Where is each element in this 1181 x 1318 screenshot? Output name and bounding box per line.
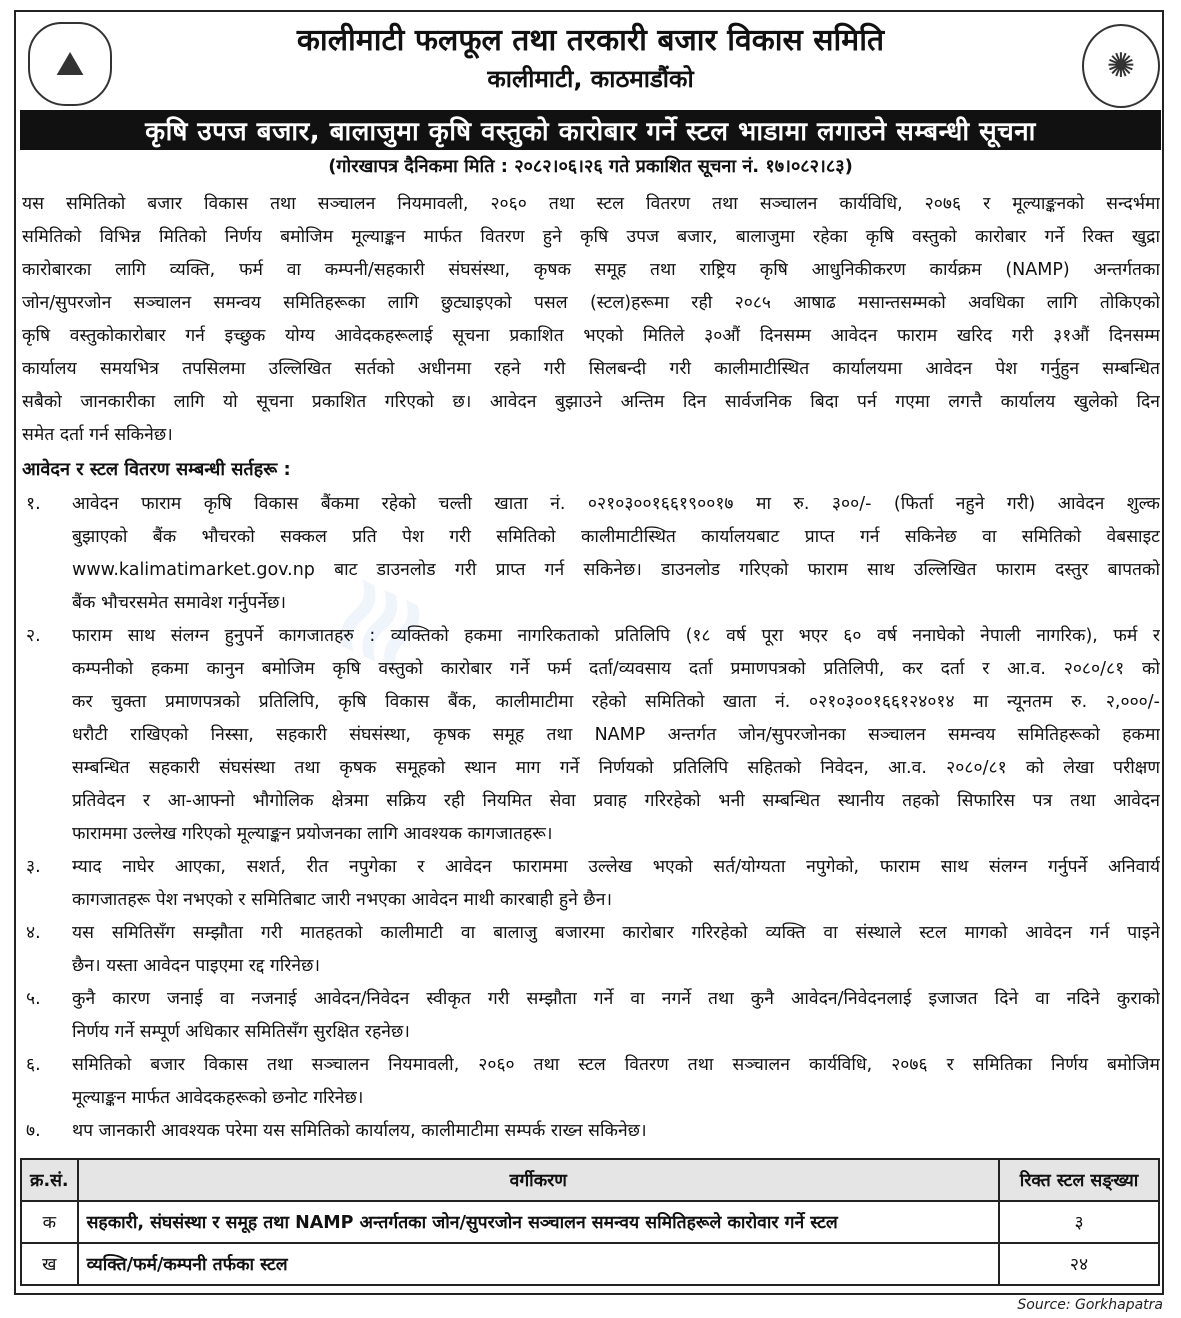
term-number: ४. bbox=[26, 923, 41, 943]
cell-count: २४ bbox=[999, 1243, 1159, 1285]
nepal-emblem-logo: ⛰ bbox=[28, 22, 112, 106]
term-item bbox=[22, 917, 1160, 983]
term-number: २. bbox=[26, 626, 41, 646]
text-line: कारोबारका लागि व्यक्ति, फर्म वा कम्पनी/सहकारी संघसंस्था, कृषक समूह तथा राष्ट्रिय कृषि आधुनिकीकरण कार्यक्रम (NAMP) अन्तर्गतका bbox=[22, 260, 1160, 280]
text-line: कागजातहरू पेश नभएको र समितिबाट जारी नभएका आवेदन माथी कारबाही हुने छैन। bbox=[72, 890, 613, 910]
term-item bbox=[22, 1049, 1160, 1115]
cell-category: सहकारी, संघसंस्था र समूह तथा NAMP अन्तर्गतका जोन/सुपरजोन सञ्चालन समन्वय समितिहरूले कारोवार गर्ने स्टल bbox=[78, 1201, 999, 1243]
text-line: फाराममा उल्लेख गरिएको मूल्याङ्कन प्रयोजनका लागि आवश्यक कागजातहरू। bbox=[72, 824, 553, 844]
table-row bbox=[21, 1243, 1159, 1285]
text-line: सम्बन्धित सहकारी संघसंस्था तथा कृषक समूहको स्थान माग गर्ने निर्णयको प्रतिलिपि सहितको निवेदन, आ.व. २०८०/८१ को लेखा परीक्षण bbox=[72, 758, 1160, 778]
text-line: समेत दर्ता गर्न सकिनेछ। bbox=[22, 425, 173, 445]
text-line: निर्णय गर्ने सम्पूर्ण अधिकार समितिसँग सुरक्षित रहनेछ। bbox=[72, 1022, 410, 1042]
org-location: कालीमाटी, काठमाडौंको bbox=[487, 65, 694, 93]
table-header-row bbox=[21, 1159, 1159, 1201]
term-number: ३. bbox=[26, 857, 41, 877]
col-category: वर्गीकरण bbox=[78, 1159, 999, 1201]
col-vacant-count: रिक्त स्टल सङ्ख्या bbox=[999, 1159, 1159, 1201]
terms-heading: आवेदन र स्टल वितरण सम्बन्धी सर्तहरू : bbox=[22, 459, 291, 480]
text-line: कम्पनीको हकमा कानुन बमोजिम कृषि वस्तुको कारोबार गर्ने फर्म दर्ता/व्यवसाय दर्ता प्रमाणपत्रको प्रतिलिपी, कर दर्ता र आ.व. २०८०/८१ को bbox=[72, 659, 1160, 679]
term-item bbox=[22, 851, 1160, 917]
text-line: कर चुक्ता प्रमाणपत्रको प्रतिलिपि, कृषि विकास बैंक, कालीमाटीमा रहेको समितिको खाता नं. ०२१०३००१६६१२४०१४ मा न्यूनतम रु. २,०००/- bbox=[72, 692, 1160, 712]
intro-paragraph bbox=[22, 188, 1160, 452]
notice-title: कृषि उपज बजार, बालाजुमा कृषि वस्तुको कारोबार गर्ने स्टल भाडामा लगाउने सम्बन्धी सूचना bbox=[20, 110, 1161, 150]
text-line: प्रतिवेदन र आ-आफ्नो भौगोलिक क्षेत्रमा सक्रिय रही नियमित सेवा प्रवाह गरिरहेको भनी सम्बन्धित स्थानीय तहको सिफारिस पत्र तथा आवेदन bbox=[72, 791, 1160, 811]
watermark: ≋ bbox=[298, 555, 454, 693]
term-item bbox=[22, 983, 1160, 1049]
committee-seal-logo: ✺ bbox=[1082, 24, 1160, 108]
text-line: कार्यालय समयभित्र तपसिलमा उल्लिखित सर्तको अधीनमा रहने गरी सिलबन्दी गरी कालीमाटीस्थित कार्यालयमा आवेदन पेश गर्नुहुन सम्बन्धित bbox=[22, 359, 1160, 379]
text-line: कुनै कारण जनाई वा नजनाई आवेदन/निवेदन स्वीकृत गरी सम्झौता गर्ने वा नगर्ने तथा कुनै आवेदन/निवेदनलाई इजाजत दिने वा नदिने कुराको bbox=[72, 989, 1160, 1009]
text-line: म्याद नाघेर आएका, सशर्त, रीत नपुगेका र आवेदन फाराममा उल्लेख भएको सर्त/योग्यता नपुगेको, फाराम साथ संलग्न गर्नुपर्ने अनिवार्य bbox=[72, 857, 1160, 877]
text-line: कृषि वस्तुकोकारोबार गर्न इच्छुक योग्य आवेदकहरूलाई सूचना प्रकाशित भएको मितिले ३०औं दिनसम्म आवेदन फाराम खरिद गरी ३१औं दिनसम्म bbox=[22, 326, 1160, 346]
term-item bbox=[22, 620, 1160, 851]
cell-count: ३ bbox=[999, 1201, 1159, 1243]
text-line: सबैको जानकारीका लागि यो सूचना प्रकाशित गरिएको छ। आवेदन बुझाउने अन्तिम दिन सार्वजनिक बिदा पर्न गएमा लगत्तै कार्यालय खुलेको दिन bbox=[22, 392, 1160, 412]
text-line: समितिको विभिन्न मितिको निर्णय बमोजिम मूल्याङ्कन मार्फत वितरण हुने कृषि उपज बजार, बालाजुमा रहेका कृषि वस्तुको कारोबार गर्ने रिक्त खुद्रा bbox=[22, 227, 1160, 247]
term-item bbox=[22, 488, 1160, 620]
text-line: यस समितिको बजार विकास तथा सञ्चालन नियमावली, २०६० तथा स्टल वितरण तथा सञ्चालन कार्यविधि, २०७६ र मूल्याङ्कनको सन्दर्भमा bbox=[22, 194, 1160, 214]
text-line: जोन/सुपरजोन सञ्चालन समन्वय समितिहरूका लागि छुट्याइएको पसल (स्टल)हरूमा रही २०८५ आषाढ मसान्तसम्मको अवधिका लागि तोकिएको bbox=[22, 293, 1160, 313]
term-item bbox=[22, 1115, 1160, 1148]
text-line: बैंक भौचरसमेत समावेश गर्नुपर्नेछ। bbox=[72, 593, 287, 613]
term-number: ७. bbox=[26, 1121, 41, 1141]
col-serial: क्र.सं. bbox=[21, 1159, 78, 1201]
terms-list bbox=[22, 488, 1160, 1148]
text-line: धरौटी राखिएको निस्सा, सहकारी संघसंस्था, कृषक समूह तथा NAMP अन्तर्गत जोन/सुपरजोनका सञ्चालन समन्वय समितिहरूको हकमा bbox=[72, 725, 1160, 745]
text-line: आवेदन फाराम कृषि विकास बैंकमा रहेको चल्ती खाता नं. ०२१०३००१६६१९००१७ मा रु. ३००/- (फिर्ता नहुने गरी) आवेदन शुल्क bbox=[72, 494, 1160, 514]
text-line: छैन। यस्ता आवेदन पाइएमा रद्द गरिनेछ। bbox=[72, 956, 321, 976]
term-number: ५. bbox=[26, 989, 41, 1009]
text-line: फाराम साथ संलग्न हुनुपर्ने कागजातहरु : व्यक्तिको हकमा नागरिकताको प्रतिलिपि (१८ वर्ष पूरा भएर ६० वर्ष ननाघेको नेपाली नागरिक), फर्म र bbox=[72, 626, 1160, 646]
text-line: समितिको बजार विकास तथा सञ्चालन नियमावली, २०६० तथा स्टल वितरण तथा सञ्चालन कार्यविधि, २०७६ र समितिका निर्णय बमोजिम bbox=[72, 1055, 1160, 1075]
stall-table bbox=[20, 1158, 1160, 1286]
cell-serial: क bbox=[21, 1201, 78, 1243]
text-line: थप जानकारी आवश्यक परेमा यस समितिको कार्यालय, कालीमाटीमा सम्पर्क राख्न सकिनेछ। bbox=[72, 1121, 647, 1141]
cell-serial: ख bbox=[21, 1243, 78, 1285]
org-name: कालीमाटी फलफूल तथा तरकारी बजार विकास समिति bbox=[296, 23, 885, 58]
term-number: ६. bbox=[26, 1055, 41, 1075]
cell-category: व्यक्ति/फर्म/कम्पनी तर्फका स्टल bbox=[78, 1243, 999, 1285]
notice-body bbox=[22, 188, 1160, 1148]
text-line: बुझाएको बैंक भौचरको सक्कल प्रति पेश गरी समितिको कालीमाटीस्थित कार्यालयबाट प्राप्त गर्न सकिनेछ वा समितिको वेबसाइट bbox=[72, 527, 1160, 547]
publication-info: (गोरखापत्र दैनिकमा मिति : २०८२।०६।२६ गते प्रकाशित सूचना नं. १७।०८२।८३) bbox=[328, 156, 853, 177]
table-row bbox=[21, 1201, 1159, 1243]
text-line: मूल्याङ्कन मार्फत आवेदकहरूको छनोट गरिनेछ। bbox=[72, 1088, 364, 1108]
term-number: १. bbox=[26, 494, 41, 514]
source-credit: Source: Gorkhapatra bbox=[1017, 1297, 1163, 1313]
text-line: यस समितिसँग सम्झौता गरी मातहतको कालीमाटी वा बालाजु बजारमा कारोबार गरिरहेको व्यक्ति वा संस्थाले स्टल मागको आवेदन गर्न पाइने bbox=[72, 923, 1160, 943]
text-line: www.kalimatimarket.gov.np बाट डाउनलोड गरी प्राप्त गर्न सकिनेछ। डाउनलोड गरिएको फाराम साथ उल्लिखित फाराम दस्तुर बापतको bbox=[72, 560, 1160, 580]
